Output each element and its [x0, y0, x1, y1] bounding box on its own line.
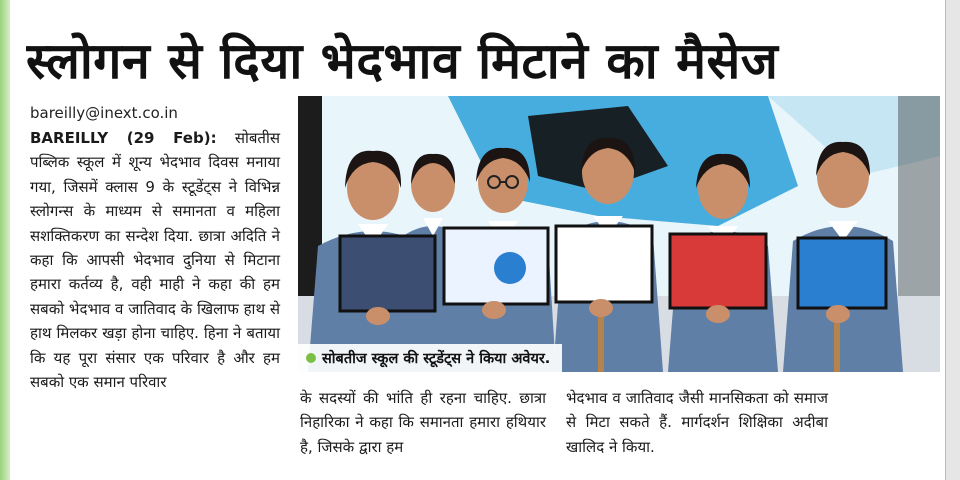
news-photo [298, 96, 940, 372]
column-1-text: सोबतीस पब्लिक स्कूल में शून्य भेदभाव दिवस मनाया गया, जिसमें क्लास 9 के स्टूडेंट्स ने विभिन्न स्लोगन्स के माध्यम से समानता व महिला सशक्तिकरण का सन्देश दिया. छात्रा अदिति ने कहा कि आपसी भेदभाव दुनिया से मिटाना हमारा कर्तव्य है, वही माही ने कहा की हम सबको भेदभाव व जातिवाद के खिलाफ हाथ से हाथ मिलकर खड़ा होना चाहिए. हिना ने बताया कि यह पूरा संसार एक परिवार है और हम सबको एक समान परिवार [30, 129, 280, 392]
page-left-edge [0, 0, 10, 480]
photo-caption-text: सोबतीज स्कूल की स्टूडेंट्स ने किया अवेयर. [322, 351, 551, 367]
students-photo-illustration [298, 96, 940, 372]
article-column-2 [300, 386, 546, 459]
page-right-edge [945, 0, 960, 480]
article-column-3 [566, 386, 828, 459]
article-column-1 [30, 126, 280, 394]
dateline: BAREILLY (29 Feb): [30, 129, 217, 147]
headline: स्लोगन से दिया भेदभाव मिटाने का मैसेज [26, 32, 779, 90]
photo-caption [298, 344, 562, 372]
byline-email: bareilly@inext.co.in [30, 104, 178, 122]
column-2-text: के सदस्यों की भांति ही रहना चाहिए. छात्रा निहारिका ने कहा कि समानता हमारा हथियार है, जिसके द्वारा हम [300, 389, 546, 456]
caption-bullet-icon [306, 353, 316, 363]
column-3-text: भेदभाव व जातिवाद जैसी मानसिकता को समाज से मिटा सकते हैं. मार्गदर्शन शिक्षिका अदीबा खालिद ने किया. [566, 389, 828, 456]
